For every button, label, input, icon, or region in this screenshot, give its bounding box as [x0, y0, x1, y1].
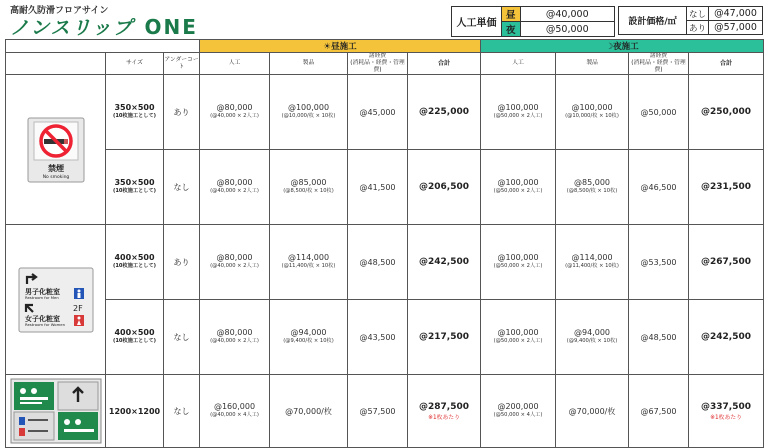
day-product-cell: @70,000/枚: [270, 375, 348, 448]
day-total-cell: @242,500: [408, 225, 481, 300]
night-misc-cell: @67,500: [629, 375, 689, 448]
men-text-en: Restroom for Men: [24, 294, 59, 300]
misc-label: 諸経費: [368, 53, 387, 59]
size-cell: 350×500 (10枚施工として): [106, 75, 164, 150]
night-misc-cell: @46,500: [629, 150, 689, 225]
size-cell: 350×500 (10枚施工として): [106, 150, 164, 225]
day-labor-cell: @80,000 (@40,000 × 2人工): [200, 150, 270, 225]
night-labor-cell: @200,000 (@50,000 × 4人工): [481, 375, 556, 448]
large-floor-sign-icon: [10, 378, 102, 444]
day-total-cell: @225,000: [408, 75, 481, 150]
header-subtitle: 高耐久防滑フロアサイン: [10, 6, 109, 16]
no-smoking-sign-icon: [27, 117, 85, 183]
night-misc-cell: @53,500: [629, 225, 689, 300]
size-cell: 1200×1200: [106, 375, 164, 448]
table-row: [6, 300, 764, 375]
labor-day-value: @40,000: [520, 7, 614, 22]
night-labor-cell: @100,000 (@50,000 × 2人工): [481, 225, 556, 300]
size-cell: 400×500 (10枚施工として): [106, 300, 164, 375]
col-night-total: 合計: [689, 53, 764, 75]
undercoat-cell: あり: [164, 75, 200, 150]
col-day-total: 合計: [408, 53, 481, 75]
design-price-label: 設計価格/㎡: [619, 7, 687, 35]
night-total-cell: @231,500: [689, 150, 764, 225]
labor-day-label: 昼: [502, 7, 521, 22]
table-row: [6, 225, 764, 300]
women-text-en: Restroom for Women: [24, 321, 65, 327]
misc-label: 諸経費: [649, 53, 668, 59]
no-smoking-sign-image: [6, 75, 106, 225]
night-labor-cell: @100,000 (@50,000 × 2人工): [481, 300, 556, 375]
night-total-cell: @267,500: [689, 225, 764, 300]
undercoat-cell: なし: [164, 150, 200, 225]
design-none-value: @47,000: [709, 7, 763, 21]
misc-note: (消耗品・経費・管理費): [350, 60, 405, 73]
night-product-cell: @114,000 (@11,400/枚 × 10枚): [556, 225, 629, 300]
col-undercoat: アンダーコート: [164, 53, 200, 75]
col-size: サイズ: [106, 53, 164, 75]
night-total-cell: @242,500: [689, 300, 764, 375]
col-day-misc: [348, 53, 408, 75]
header-title: [10, 13, 198, 40]
labor-rate-label: 人工単価: [452, 7, 502, 37]
night-product-cell: @94,000 (@9,400/枚 × 10枚): [556, 300, 629, 375]
labor-rate-table: [451, 6, 615, 37]
day-product-cell: @94,000 (@9,400/枚 × 10枚): [270, 300, 348, 375]
title-jp: ノンスリップ: [10, 17, 134, 39]
undercoat-cell: なし: [164, 375, 200, 448]
misc-note: (消耗品・経費・管理費): [631, 60, 686, 73]
size-cell: 400×500 (10枚施工として): [106, 225, 164, 300]
title-one: ONE: [144, 15, 198, 39]
col-day-product: 製品: [270, 53, 348, 75]
col-night-product: 製品: [556, 53, 629, 75]
labor-night-value: @50,000: [520, 22, 614, 37]
day-misc-cell: @48,500: [348, 225, 408, 300]
undercoat-cell: なし: [164, 300, 200, 375]
night-misc-cell: @48,500: [629, 300, 689, 375]
night-labor-cell: @100,000 (@50,000 × 2人工): [481, 150, 556, 225]
day-misc-cell: @45,000: [348, 75, 408, 150]
night-labor-cell: @100,000 (@50,000 × 2人工): [481, 75, 556, 150]
large-sign-image: [6, 375, 106, 448]
table-row: [6, 375, 764, 448]
col-night-misc: [629, 53, 689, 75]
table-row: [6, 75, 764, 150]
day-labor-cell: @160,000 (@40,000 × 4人工): [200, 375, 270, 448]
design-none-label: なし: [687, 7, 709, 21]
day-misc-cell: @57,500: [348, 375, 408, 448]
band-spacer: [6, 40, 200, 53]
design-with-label: あり: [687, 21, 709, 35]
day-total-cell: @217,500: [408, 300, 481, 375]
design-price-table: [618, 6, 763, 35]
sign-text-en: No smoking: [42, 174, 69, 180]
table-row: [6, 150, 764, 225]
night-product-cell: @85,000 (@8,500/枚 × 10枚): [556, 150, 629, 225]
night-product-cell: @100,000 (@10,000/枚 × 10枚): [556, 75, 629, 150]
day-misc-cell: @41,500: [348, 150, 408, 225]
floor-text: 2F: [72, 303, 83, 313]
day-misc-cell: @43,500: [348, 300, 408, 375]
night-misc-cell: @50,000: [629, 75, 689, 150]
day-labor-cell: @80,000 (@40,000 × 2人工): [200, 300, 270, 375]
labor-night-label: 夜: [502, 22, 521, 37]
men-text-jp: 男子化粧室: [24, 287, 60, 296]
design-with-value: @57,000: [709, 21, 763, 35]
restroom-sign-image: [6, 225, 106, 375]
day-total-cell: @206,500: [408, 150, 481, 225]
day-labor-cell: @80,000 (@40,000 × 2人工): [200, 75, 270, 150]
band-night: ☽夜施工: [481, 40, 764, 53]
band-day: ☀昼施工: [200, 40, 481, 53]
col-night-labor: 人工: [481, 53, 556, 75]
day-product-cell: @85,000 (@8,500/枚 × 10枚): [270, 150, 348, 225]
day-labor-cell: @80,000 (@40,000 × 2人工): [200, 225, 270, 300]
day-product-cell: @100,000 (@10,000/枚 × 10枚): [270, 75, 348, 150]
day-product-cell: @114,000 (@11,400/枚 × 10枚): [270, 225, 348, 300]
restroom-sign-icon: [18, 267, 94, 333]
col-image: [6, 53, 106, 75]
night-total-cell: @337,500 ※1枚あたり: [689, 375, 764, 448]
col-day-labor: 人工: [200, 53, 270, 75]
sign-text-jp: 禁煙: [47, 163, 64, 173]
night-product-cell: @70,000/枚: [556, 375, 629, 448]
women-text-jp: 女子化粧室: [24, 314, 60, 323]
day-total-cell: @287,500 ※1枚あたり: [408, 375, 481, 448]
undercoat-cell: あり: [164, 225, 200, 300]
price-table: [5, 39, 764, 448]
night-total-cell: @250,000: [689, 75, 764, 150]
